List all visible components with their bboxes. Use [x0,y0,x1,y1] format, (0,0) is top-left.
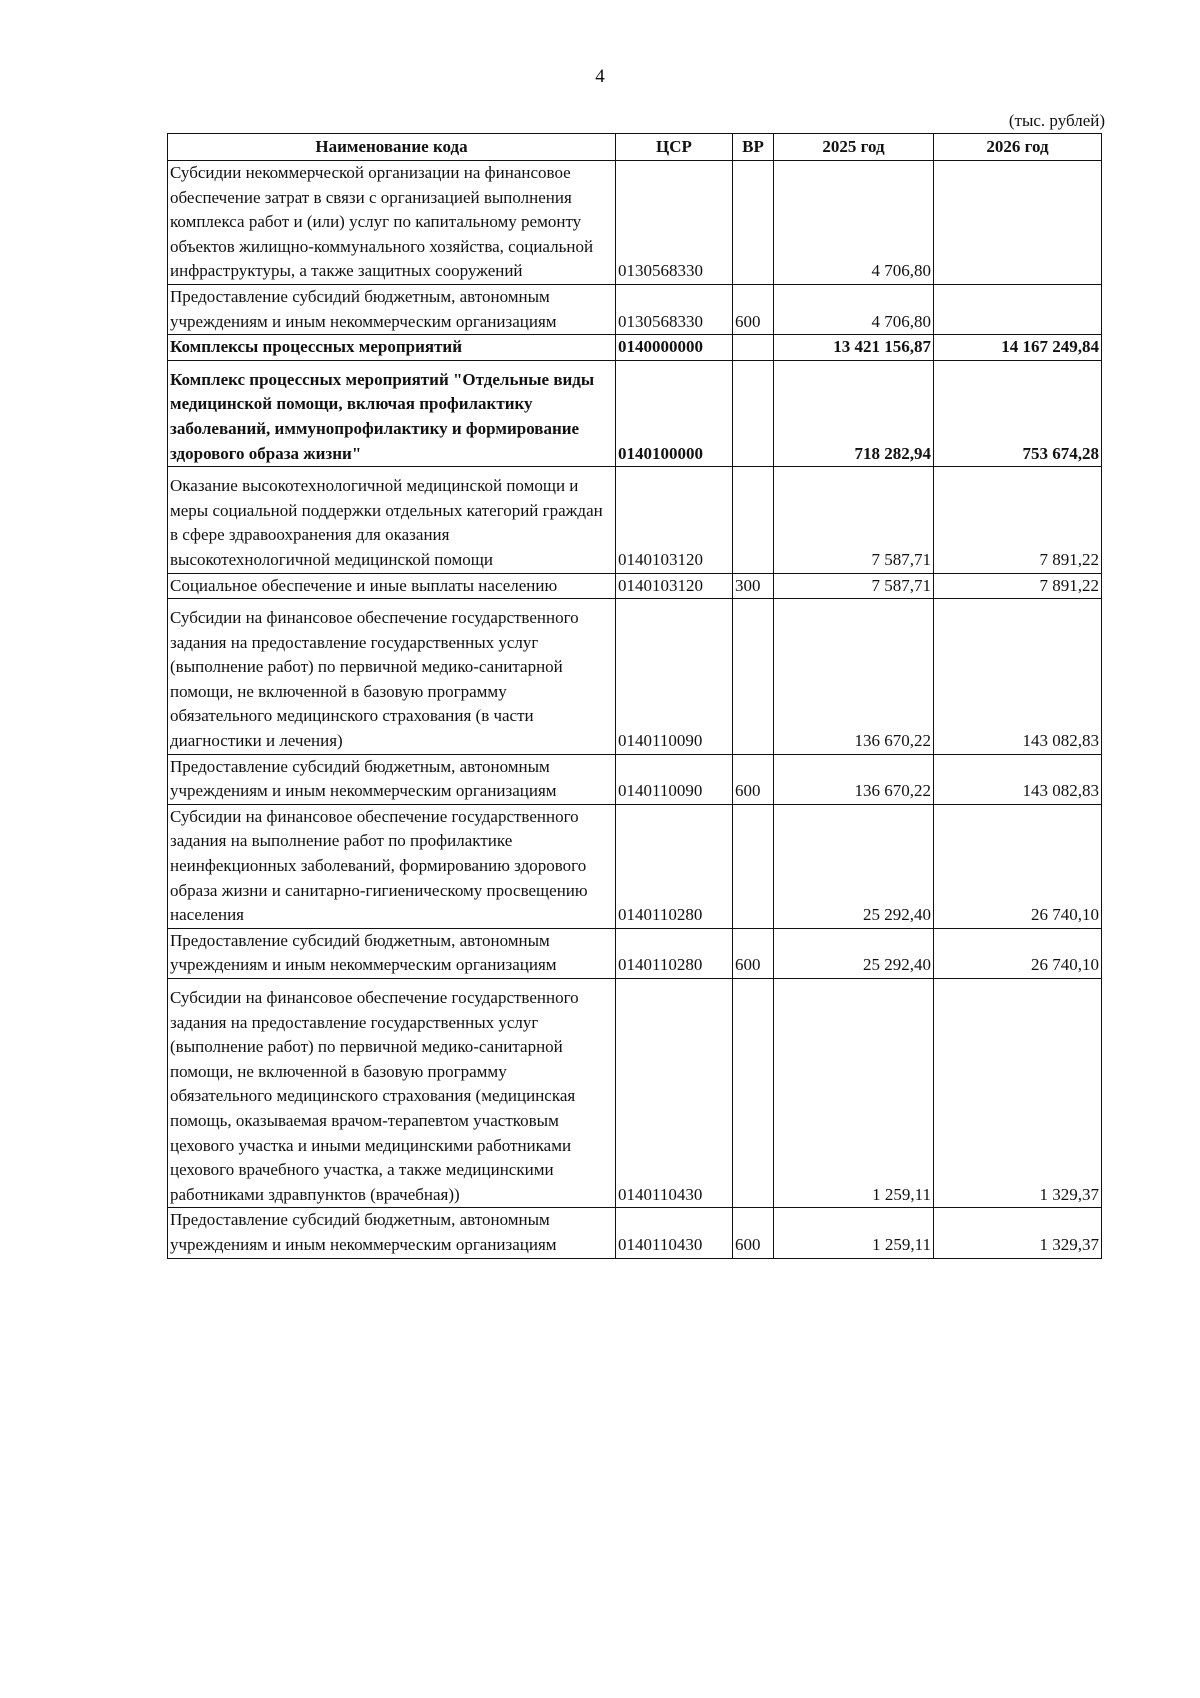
row-2025: 4 706,80 [774,284,934,334]
row-csr: 0130568330 [616,161,733,285]
row-csr: 0140103120 [616,573,733,599]
table-row [168,754,1102,804]
row-csr: 0140110090 [616,599,733,755]
page-number: 4 [595,66,605,87]
row-2026: 26 740,10 [934,928,1102,978]
row-vr [733,979,774,1208]
row-vr: 300 [733,573,774,599]
budget-table [167,133,1102,1259]
header-2025: 2025 год [774,134,934,161]
table-row [168,573,1102,599]
row-csr: 0140110280 [616,804,733,928]
row-vr [733,467,774,573]
row-name: Субсидии на финансовое обеспечение государственного задания на выполнение работ по профилактике неинфекционных заболеваний, формированию здорового образа жизни и санитарно-гигиеническому просвещению населения [168,804,616,928]
row-csr: 0130568330 [616,284,733,334]
row-csr: 0140103120 [616,467,733,573]
row-2025: 718 282,94 [774,360,934,466]
row-2026: 753 674,28 [934,360,1102,466]
units-label: (тыс. рублей) [1008,111,1105,130]
row-2026: 26 740,10 [934,804,1102,928]
row-csr: 0140110430 [616,1208,733,1258]
table-row [168,928,1102,978]
row-2026: 1 329,37 [934,1208,1102,1258]
row-csr: 0140110430 [616,979,733,1208]
table-row [168,161,1102,285]
table-row-total [168,335,1102,361]
row-vr [733,360,774,466]
row-vr [733,161,774,285]
row-csr: 0140100000 [616,360,733,466]
row-name: Субсидии на финансовое обеспечение государственного задания на предоставление государственных услуг (выполнение работ) по первичной медико-санитарной помощи, не включенной в базовую программу обязательного медицинского страхования (в части диагностики и лечения) [168,599,616,755]
header-vr: ВР [733,134,774,161]
table-row [168,284,1102,334]
row-2026 [934,284,1102,334]
row-2025: 4 706,80 [774,161,934,285]
row-csr: 0140000000 [616,335,733,361]
row-2026 [934,161,1102,285]
row-2025: 25 292,40 [774,928,934,978]
row-name: Оказание высокотехнологичной медицинской помощи и меры социальной поддержки отдельных категорий граждан в сфере здравоохранения для оказания высокотехнологичной медицинской помощи [168,467,616,573]
row-2026: 7 891,22 [934,467,1102,573]
row-2026: 7 891,22 [934,573,1102,599]
table-header-row [168,134,1102,161]
row-name: Предоставление субсидий бюджетным, автономным учреждениям и иным некоммерческим организациям [168,754,616,804]
row-2025: 7 587,71 [774,467,934,573]
row-2026: 143 082,83 [934,754,1102,804]
row-2026: 1 329,37 [934,979,1102,1208]
row-vr: 600 [733,754,774,804]
row-vr [733,335,774,361]
table-row [168,599,1102,755]
row-name: Комплексы процессных мероприятий [168,335,616,361]
row-name: Социальное обеспечение и иные выплаты населению [168,573,616,599]
row-csr: 0140110090 [616,754,733,804]
row-vr: 600 [733,284,774,334]
row-vr: 600 [733,928,774,978]
row-vr [733,804,774,928]
row-name: Субсидии на финансовое обеспечение государственного задания на предоставление государственных услуг (выполнение работ) по первичной медико-санитарной помощи, не включенной в базовую программу обязательного медицинского страхования (медицинская помощь, оказываемая врачом-терапевтом участковым цехового участка и иными медицинскими работниками цехового врачебного участка, а также медицинскими работниками здравпунктов (врачебная)) [168,979,616,1208]
row-vr [733,599,774,755]
row-2026: 143 082,83 [934,599,1102,755]
row-2026: 14 167 249,84 [934,335,1102,361]
table-row [168,1208,1102,1258]
row-2025: 7 587,71 [774,573,934,599]
row-name: Комплекс процессных мероприятий "Отдельные виды медицинской помощи, включая профилактику заболеваний, иммунопрофилактику и формирование здорового образа жизни" [168,360,616,466]
table-row [168,979,1102,1208]
row-csr: 0140110280 [616,928,733,978]
row-2025: 13 421 156,87 [774,335,934,361]
header-name: Наименование кода [168,134,616,161]
header-csr: ЦСР [616,134,733,161]
table-row-subtotal [168,360,1102,466]
row-2025: 136 670,22 [774,599,934,755]
row-name: Предоставление субсидий бюджетным, автономным учреждениям и иным некоммерческим организациям [168,928,616,978]
row-2025: 136 670,22 [774,754,934,804]
header-2026: 2026 год [934,134,1102,161]
row-name: Субсидии некоммерческой организации на финансовое обеспечение затрат в связи с организацией выполнения комплекса работ и (или) услуг по капитальному ремонту объектов жилищно-коммунального хозяйства, социальной инфраструктуры, а также защитных сооружений [168,161,616,285]
table-row [168,804,1102,928]
row-2025: 1 259,11 [774,1208,934,1258]
row-2025: 1 259,11 [774,979,934,1208]
row-vr: 600 [733,1208,774,1258]
row-2025: 25 292,40 [774,804,934,928]
table-row [168,467,1102,573]
row-name: Предоставление субсидий бюджетным, автономным учреждениям и иным некоммерческим организациям [168,284,616,334]
row-name: Предоставление субсидий бюджетным, автономным учреждениям и иным некоммерческим организациям [168,1208,616,1258]
